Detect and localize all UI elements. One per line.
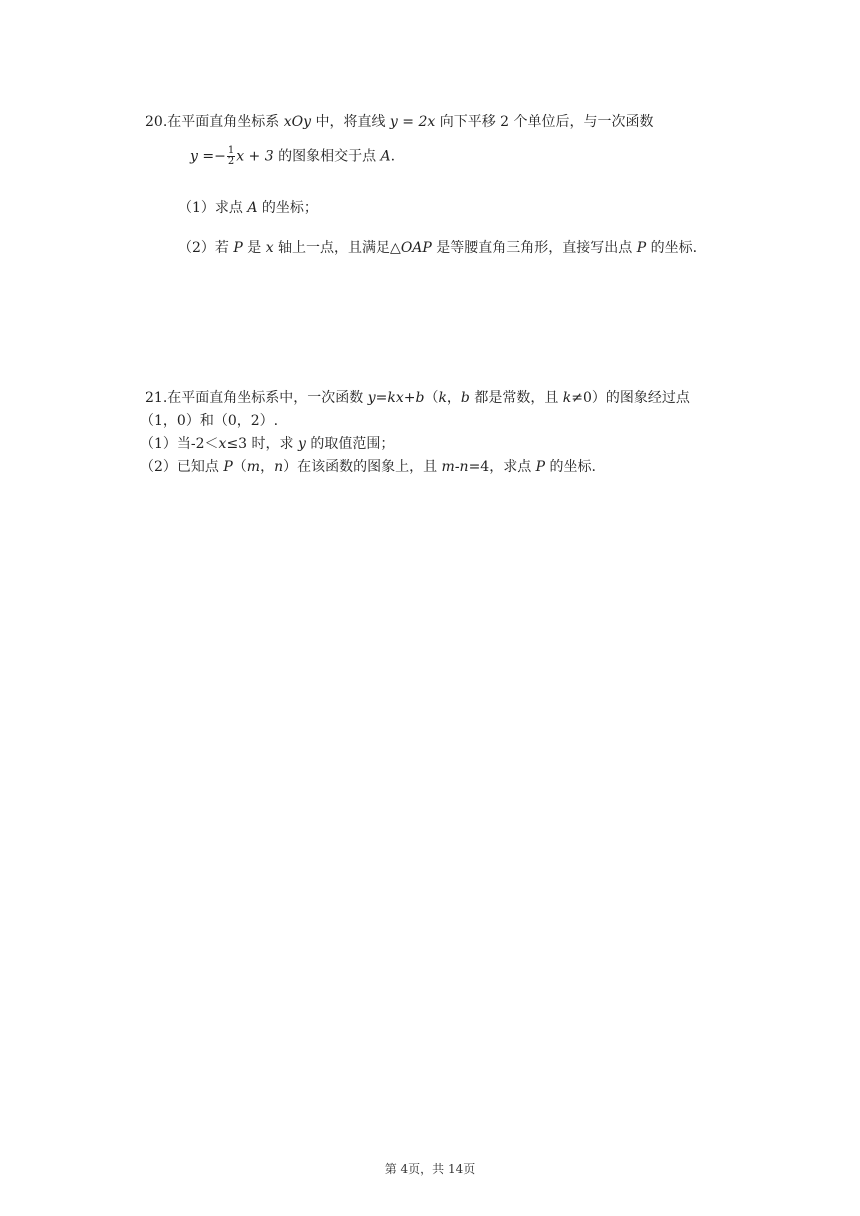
q21-sub2-text: （2）已知点: [140, 459, 224, 475]
q20-text: 向下平移 2 个单位后，与一次函数: [435, 114, 654, 130]
q21-b: b: [460, 390, 470, 406]
q21-k: k: [562, 390, 572, 406]
q21-function: y=kx+b: [367, 390, 425, 406]
q20-line-2: [190, 146, 395, 167]
q20-fn-rest: x + 3: [236, 148, 274, 165]
q21-sub1-x: x: [218, 436, 227, 452]
q21-sub2-text: ，: [260, 459, 275, 475]
q21-sub2-text: 的坐标.: [545, 459, 596, 475]
q21-sub1-y: y: [298, 436, 306, 452]
q21-sub2-mn: m-n: [441, 459, 469, 475]
q20-sub2-text: （2）若: [178, 240, 234, 256]
q21-sub1-text: ≤3 时，求: [226, 436, 298, 452]
q21-k: k: [438, 390, 447, 406]
q21-sub-2: [140, 457, 596, 477]
q20-line-1: [145, 112, 654, 132]
q20-text: 在平面直角坐标系: [167, 114, 284, 130]
q21-sub2-text: （: [232, 459, 247, 475]
q20-sub2-point: P: [636, 240, 647, 256]
q21-text: ，: [446, 390, 461, 406]
fraction-denominator: 2: [227, 156, 235, 167]
q20-sub2-x: x: [265, 240, 274, 256]
q21-text: 都是常数，且: [469, 390, 563, 406]
q20-sub1-point: A: [247, 200, 258, 216]
q20-fraction: [227, 146, 235, 167]
q21-text: （: [424, 390, 439, 406]
q21-text: 在平面直角坐标系中，一次函数: [167, 390, 368, 406]
q20-text: 的图象相交于点: [273, 148, 381, 165]
q21-sub1-text: 的取值范围；: [305, 436, 395, 452]
q20-sub2-text: 轴上一点，且满足: [273, 240, 391, 256]
q20-number: 20.: [145, 114, 168, 130]
q20-text: 中，将直线: [311, 114, 390, 130]
q21-sub2-text: ）在该函数的图象上，且: [283, 459, 442, 475]
q20-sub2-text: 是: [242, 240, 266, 256]
fraction-numerator: 1: [227, 145, 235, 156]
q20-sub1-text: （1）求点: [178, 200, 248, 216]
q20-sub-1: [178, 198, 318, 218]
q20-line-equation: y = 2x: [389, 114, 436, 130]
q20-sub2-text: 的坐标.: [646, 240, 698, 256]
q21-text: ≠0）的图象经过点: [571, 390, 690, 406]
q21-line-1: [145, 388, 690, 408]
q20-point-a: A: [380, 148, 391, 165]
q20-coord-system: xOy: [283, 114, 312, 130]
q21-sub-1: [140, 434, 394, 454]
q21-number: 21.: [145, 390, 168, 406]
q21-sub2-m: m: [246, 459, 261, 475]
q21-sub2-text: =4，求点: [468, 459, 536, 475]
q21-sub2-point: P: [535, 459, 546, 475]
q20-text: .: [390, 148, 396, 165]
q21-sub2-point: P: [223, 459, 233, 475]
q21-sub1-text: （1）当-2＜: [140, 436, 219, 452]
q20-sub2-text: 是等腰直角三角形，直接写出点: [431, 240, 637, 256]
q20-sub-2: [178, 238, 697, 258]
q21-line-2: （1，0）和（0，2）.: [140, 413, 279, 429]
q21-sub2-n: n: [274, 459, 284, 475]
page-footer: 第 4页，共 14页: [384, 1162, 476, 1176]
q20-fn-y: y =−: [190, 148, 226, 165]
q20-sub2-point: P: [233, 240, 243, 256]
q20-sub1-text: 的坐标；: [257, 200, 318, 216]
q20-sub2-triangle: △OAP: [390, 240, 432, 256]
